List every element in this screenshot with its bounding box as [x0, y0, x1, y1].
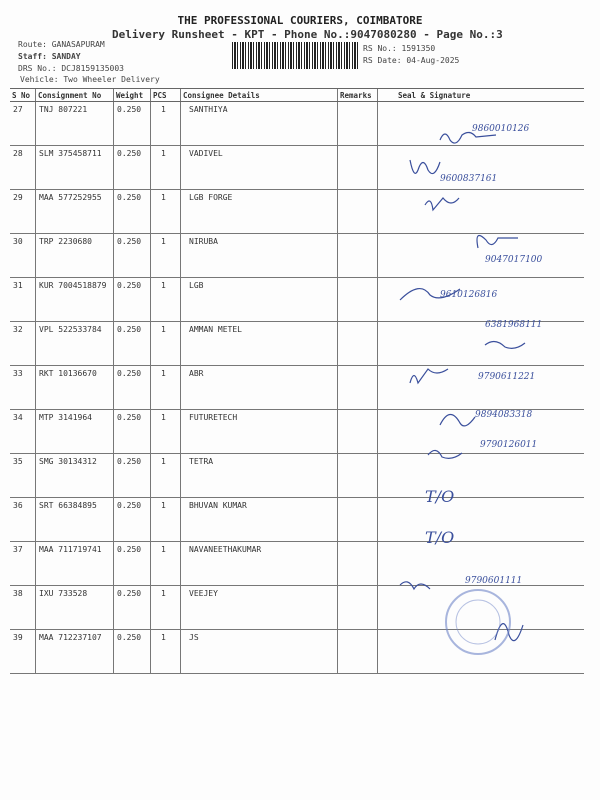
- consignee-cell: ABR: [181, 366, 338, 410]
- weight-cell: 0.250: [114, 146, 151, 190]
- weight-cell: 0.250: [114, 586, 151, 630]
- col-pcs: PCS: [151, 89, 181, 102]
- col-sno: S No: [10, 89, 36, 102]
- consignee-cell: VADIVEL: [181, 146, 338, 190]
- signature-mark: [485, 341, 525, 348]
- sno-cell: 37: [10, 542, 36, 586]
- consignment-cell: MAA 712237107: [36, 630, 114, 674]
- company-title: THE PROFESSIONAL COURIERS, COIMBATORE: [177, 14, 423, 27]
- pcs-cell: 1: [151, 586, 181, 630]
- consignment-cell: SMG 30134312: [36, 454, 114, 498]
- signature-mark: [410, 160, 440, 174]
- pcs-cell: 1: [151, 366, 181, 410]
- runsheet-subtitle: Delivery Runsheet - KPT - Phone No.:9047080280 - Page No.:3: [112, 28, 503, 41]
- consignee-cell: JS: [181, 630, 338, 674]
- pcs-cell: 1: [151, 542, 181, 586]
- sno-cell: 38: [10, 586, 36, 630]
- col-remarks: Remarks: [338, 89, 378, 102]
- handwritten-remark: T/O: [425, 487, 455, 506]
- handwritten-phone: 9790126011: [480, 440, 538, 450]
- signature-mark: [425, 198, 459, 210]
- consignment-cell: MAA 711719741: [36, 542, 114, 586]
- pcs-cell: 1: [151, 278, 181, 322]
- signature-mark: [440, 414, 475, 425]
- sno-cell: 36: [10, 498, 36, 542]
- weight-cell: 0.250: [114, 630, 151, 674]
- weight-cell: 0.250: [114, 322, 151, 366]
- pcs-cell: 1: [151, 630, 181, 674]
- handwritten-phone: 9860010126: [472, 124, 530, 134]
- signature-mark: [410, 369, 448, 383]
- staff: Staff: SANDAY: [18, 52, 81, 61]
- drs-no: DRS No.: DCJ8159135003: [18, 64, 124, 73]
- weight-cell: 0.250: [114, 366, 151, 410]
- consignment-cell: RKT 10136670: [36, 366, 114, 410]
- pcs-cell: 1: [151, 322, 181, 366]
- rs-no: RS No.: 1591350: [363, 44, 436, 53]
- signature-mark: [477, 236, 518, 249]
- consignee-cell: TETRA: [181, 454, 338, 498]
- pcs-cell: 1: [151, 234, 181, 278]
- rs-date: RS Date: 04-Aug-2025: [363, 56, 460, 65]
- consignee-cell: NAVANEETHAKUMAR: [181, 542, 338, 586]
- handwritten-phone: 9047017100: [485, 255, 543, 265]
- handwritten-phone: 6381968111: [485, 320, 543, 330]
- consignee-cell: SANTHIYA: [181, 102, 338, 146]
- consignee-cell: LGB: [181, 278, 338, 322]
- sno-cell: 27: [10, 102, 36, 146]
- sno-cell: 34: [10, 410, 36, 454]
- sno-cell: 31: [10, 278, 36, 322]
- col-signature: Seal & Signature: [378, 89, 585, 102]
- pcs-cell: 1: [151, 498, 181, 542]
- sno-cell: 30: [10, 234, 36, 278]
- pcs-cell: 1: [151, 102, 181, 146]
- weight-cell: 0.250: [114, 234, 151, 278]
- signature-mark: [440, 132, 496, 143]
- handwritten-remark: T/O: [425, 528, 455, 547]
- consignment-cell: IXU 733528: [36, 586, 114, 630]
- handwritten-phone: 9894083318: [475, 410, 533, 420]
- consignee-cell: BHUVAN KUMAR: [181, 498, 338, 542]
- consignment-cell: KUR 7004518879: [36, 278, 114, 322]
- handwritten-phone: 9600837161: [440, 174, 498, 184]
- consignment-cell: TNJ 807221: [36, 102, 114, 146]
- sno-cell: 29: [10, 190, 36, 234]
- sno-cell: 35: [10, 454, 36, 498]
- pcs-cell: 1: [151, 146, 181, 190]
- handwritten-phone: 9790601111: [465, 576, 523, 586]
- consignment-cell: MTP 3141964: [36, 410, 114, 454]
- consignment-cell: MAA 577252955: [36, 190, 114, 234]
- consignment-cell: VPL 522533784: [36, 322, 114, 366]
- weight-cell: 0.250: [114, 498, 151, 542]
- col-consignee: Consignee Details: [181, 89, 338, 102]
- weight-cell: 0.250: [114, 542, 151, 586]
- sno-cell: 28: [10, 146, 36, 190]
- pcs-cell: 1: [151, 190, 181, 234]
- weight-cell: 0.250: [114, 190, 151, 234]
- col-weight: Weight: [114, 89, 151, 102]
- signature-mark: [428, 450, 462, 458]
- consignment-cell: SLM 375458711: [36, 146, 114, 190]
- col-consignment: Consignment No: [36, 89, 114, 102]
- consignee-cell: VEEJEY: [181, 586, 338, 630]
- weight-cell: 0.250: [114, 454, 151, 498]
- weight-cell: 0.250: [114, 410, 151, 454]
- route: Route: GANASAPURAM: [18, 40, 105, 49]
- consignee-cell: LGB FORGE: [181, 190, 338, 234]
- handwritten-phone: 9610126816: [440, 290, 498, 300]
- weight-cell: 0.250: [114, 102, 151, 146]
- handwritten-phone: 9790611221: [478, 372, 536, 382]
- weight-cell: 0.250: [114, 278, 151, 322]
- consignee-cell: NIRUBA: [181, 234, 338, 278]
- consignment-cell: SRT 66384895: [36, 498, 114, 542]
- vehicle: Vehicle: Two Wheeler Delivery: [20, 75, 160, 84]
- signature-mark: [400, 582, 430, 589]
- consignee-cell: AMMAN METEL: [181, 322, 338, 366]
- sno-cell: 39: [10, 630, 36, 674]
- pcs-cell: 1: [151, 454, 181, 498]
- sno-cell: 32: [10, 322, 36, 366]
- consignment-cell: TRP 2230680: [36, 234, 114, 278]
- sno-cell: 33: [10, 366, 36, 410]
- consignee-cell: FUTURETECH: [181, 410, 338, 454]
- pcs-cell: 1: [151, 410, 181, 454]
